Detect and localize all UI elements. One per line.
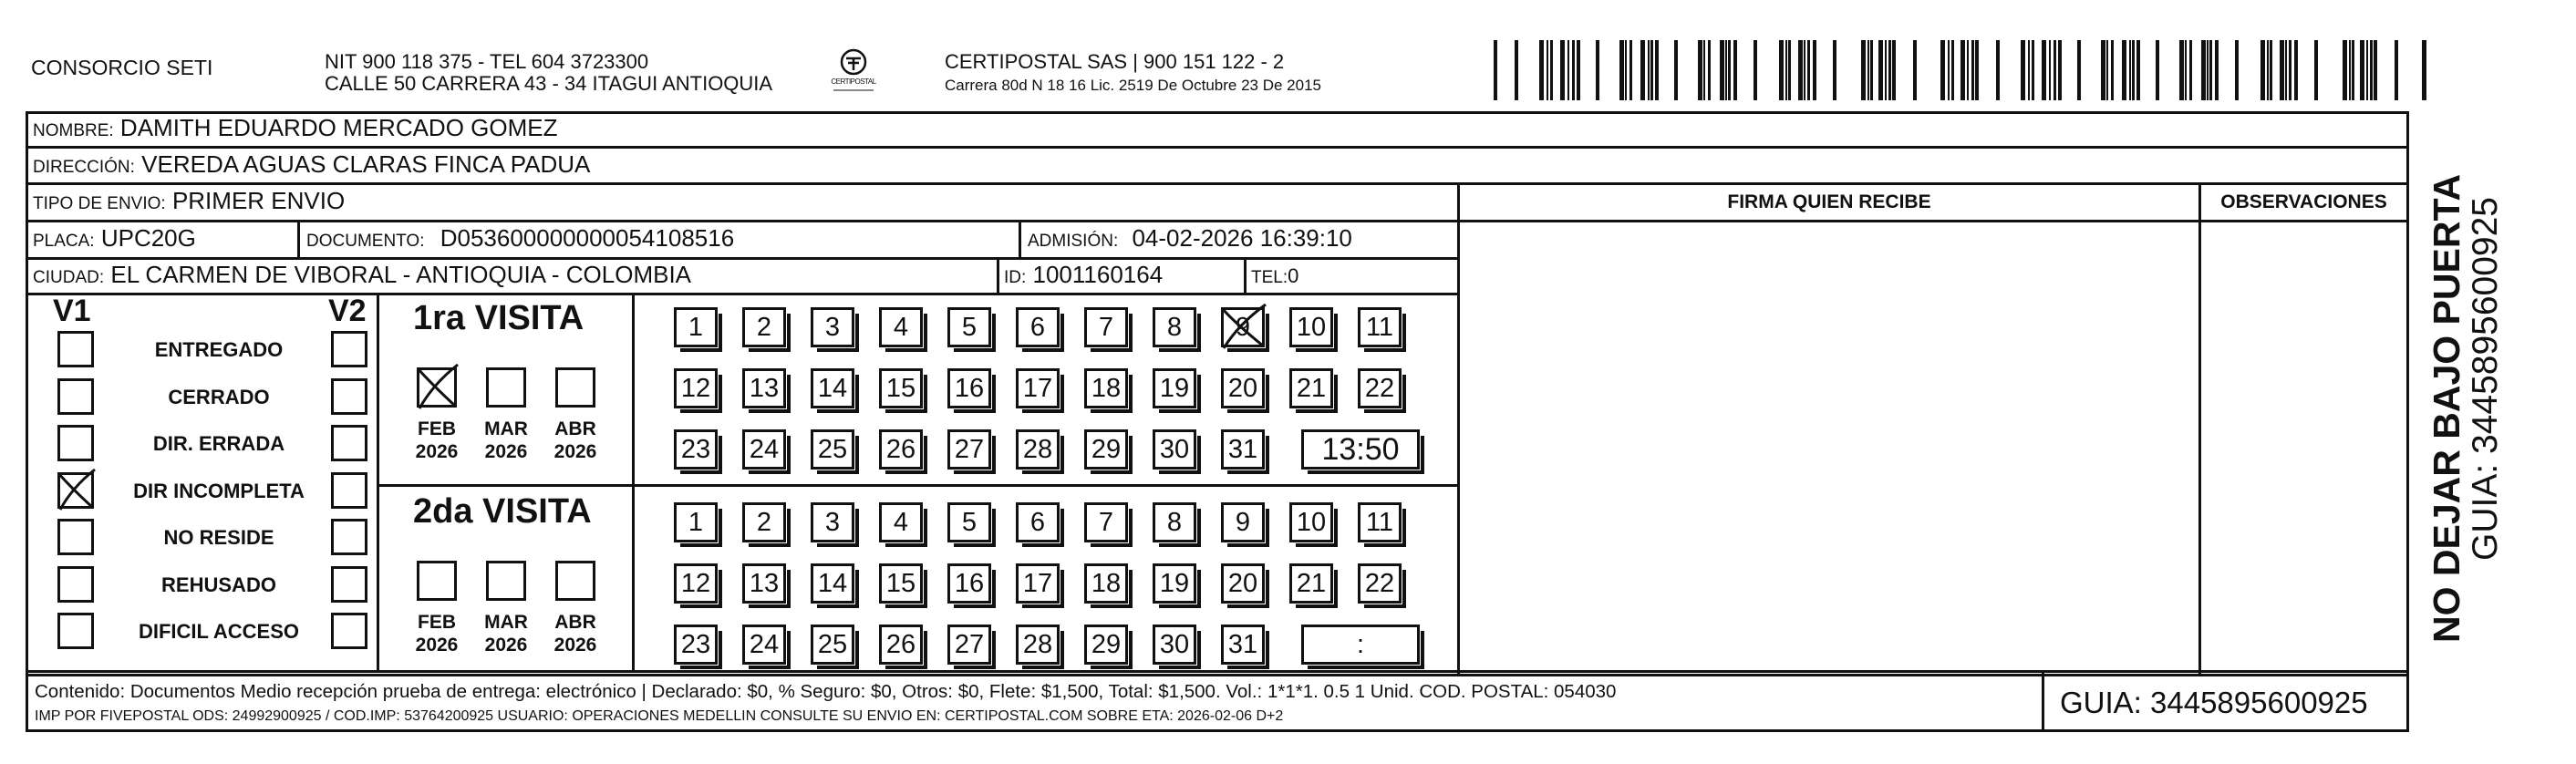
day-number: 28	[1022, 435, 1053, 464]
day-box[interactable]	[1016, 368, 1060, 408]
day-box[interactable]	[879, 307, 923, 347]
company-name: CONSORCIO SETI	[31, 56, 213, 79]
side-warning: NO DEJAR BAJO PUERTA	[2426, 173, 2467, 643]
day-box[interactable]	[1084, 563, 1128, 604]
day-number: 5	[961, 313, 978, 342]
nit-line: NIT 900 118 375 - TEL 604 3723300	[325, 50, 649, 73]
day-number: 29	[1091, 435, 1122, 464]
tipo-row	[33, 187, 345, 218]
day-number: 24	[749, 435, 780, 464]
month-checkbox[interactable]	[486, 561, 526, 601]
year-label: 2026	[415, 635, 459, 656]
day-box[interactable]	[1289, 502, 1333, 542]
v2-header: V2	[328, 294, 367, 328]
day-number: 20	[1227, 374, 1258, 403]
status-v1-checkbox[interactable]	[57, 425, 94, 461]
day-number: 22	[1364, 569, 1395, 598]
day-number: 12	[680, 569, 711, 598]
day-number: 6	[1029, 313, 1046, 342]
day-box[interactable]	[742, 625, 786, 665]
day-number: 11	[1365, 313, 1394, 342]
logo-text: CERTIPOSTAL	[831, 77, 876, 86]
footer-line-1: Contenido: Documentos Medio recepción prueba de entrega: electrónico | Declarado: $0, % Seguro: $0, Otros: $0, Flete: $1,500, Total: $1,500. Vol.: 1*1*1. 0.5 1 Unid. COD. POSTAL: 054030	[35, 681, 1617, 702]
day-box[interactable]	[947, 429, 991, 470]
status-v2-checkbox[interactable]	[331, 472, 367, 509]
status-label: ENTREGADO	[154, 338, 284, 361]
nombre-value: DAMITH EDUARDO MERCADO GOMEZ	[119, 114, 558, 141]
day-box[interactable]	[1289, 307, 1333, 347]
day-box[interactable]	[1289, 563, 1333, 604]
direccion-row	[33, 150, 590, 181]
day-box[interactable]	[811, 563, 854, 604]
day-box[interactable]	[742, 563, 786, 604]
day-box[interactable]	[1153, 502, 1196, 542]
day-number: 11	[1365, 508, 1394, 537]
day-number: 9	[1235, 313, 1251, 342]
time-box[interactable]	[1301, 429, 1420, 470]
day-number: 17	[1022, 374, 1053, 403]
status-v2-checkbox[interactable]	[331, 378, 367, 415]
day-box[interactable]	[879, 563, 923, 604]
footer-guia: GUIA: 3445895600925	[2060, 686, 2368, 719]
day-box[interactable]	[1358, 563, 1402, 604]
status-label: DIR. ERRADA	[152, 432, 285, 455]
status-v1-checkbox[interactable]	[57, 613, 94, 649]
day-box[interactable]	[947, 625, 991, 665]
day-number: 4	[893, 508, 909, 537]
day-number: 4	[893, 313, 909, 342]
day-box[interactable]	[1358, 368, 1402, 408]
month-checkbox[interactable]	[417, 367, 457, 408]
day-number: 12	[680, 374, 711, 403]
certi-sub: Carrera 80d N 18 16 Lic. 2519 De Octubre 23 De 2015	[945, 77, 1321, 94]
day-box[interactable]	[879, 368, 923, 408]
day-box[interactable]	[1153, 563, 1196, 604]
day-box[interactable]	[674, 429, 718, 470]
day-box[interactable]	[674, 625, 718, 665]
tel-value: 0	[1288, 264, 1299, 287]
day-box[interactable]	[1084, 307, 1128, 347]
time-box[interactable]	[1301, 625, 1420, 665]
day-number: 19	[1159, 569, 1190, 598]
day-box[interactable]	[1153, 625, 1196, 665]
address-line: CALLE 50 CARRERA 43 - 34 ITAGUI ANTIOQUIA	[325, 72, 773, 95]
status-label: REHUSADO	[161, 573, 276, 596]
day-number: 14	[817, 374, 848, 403]
day-number: 18	[1091, 374, 1122, 403]
status-v1-checkbox[interactable]	[57, 378, 94, 415]
day-box[interactable]	[811, 625, 854, 665]
day-number: 7	[1098, 313, 1114, 342]
id-row	[1004, 261, 1163, 292]
day-number: 6	[1029, 508, 1046, 537]
ciudad-value: EL CARMEN DE VIBORAL - ANTIOQUIA - COLOMBIA	[110, 261, 692, 288]
day-number: 9	[1235, 508, 1251, 537]
day-box[interactable]	[879, 429, 923, 470]
day-box[interactable]	[811, 429, 854, 470]
tipo-value: PRIMER ENVIO	[171, 187, 346, 214]
time-value: :	[1356, 630, 1365, 659]
day-number: 27	[954, 435, 985, 464]
handwritten-mark-icon	[55, 468, 98, 511]
day-box[interactable]	[1221, 625, 1265, 665]
placa-row	[33, 224, 196, 255]
certipostal-logo-icon	[826, 46, 881, 97]
month-checkbox[interactable]	[486, 367, 526, 408]
firma-label: FIRMA QUIEN RECIBE	[1727, 191, 1931, 212]
day-box[interactable]	[742, 429, 786, 470]
day-number: 18	[1091, 569, 1122, 598]
day-box[interactable]	[674, 502, 718, 542]
documento-value: D053600000000054108516	[440, 224, 735, 252]
month-label: FEB	[418, 418, 456, 439]
day-box[interactable]	[1084, 625, 1128, 665]
day-box[interactable]	[947, 368, 991, 408]
day-number: 31	[1227, 630, 1258, 659]
day-number: 3	[824, 508, 841, 537]
day-number: 16	[954, 569, 985, 598]
day-number: 1	[688, 313, 704, 342]
day-box[interactable]	[742, 502, 786, 542]
day-box[interactable]	[947, 307, 991, 347]
day-number: 7	[1098, 508, 1114, 537]
month-checkbox[interactable]	[555, 561, 595, 601]
day-number: 27	[954, 630, 985, 659]
status-v1-checkbox[interactable]	[57, 472, 94, 509]
status-v2-checkbox[interactable]	[331, 519, 367, 555]
id-label: ID:	[1004, 268, 1027, 287]
month-label: FEB	[418, 612, 456, 633]
day-number: 3	[824, 313, 841, 342]
day-number: 31	[1227, 435, 1258, 464]
id-value: 1001160164	[1032, 261, 1164, 288]
day-number: 21	[1296, 569, 1327, 598]
day-box[interactable]	[1153, 429, 1196, 470]
day-number: 23	[680, 630, 711, 659]
day-number: 28	[1022, 630, 1053, 659]
day-number: 24	[749, 630, 780, 659]
day-box[interactable]	[674, 563, 718, 604]
ciudad-label: CIUDAD:	[33, 268, 105, 287]
day-number: 22	[1364, 374, 1395, 403]
day-box[interactable]	[1016, 625, 1060, 665]
day-number: 25	[817, 435, 848, 464]
admision-label: ADMISIÓN:	[1028, 232, 1119, 251]
v1-header: V1	[53, 294, 91, 328]
day-number: 5	[961, 508, 978, 537]
day-number: 1	[688, 508, 704, 537]
day-box[interactable]	[1358, 502, 1402, 542]
day-number: 8	[1166, 508, 1183, 537]
day-number: 20	[1227, 569, 1258, 598]
placa-value: UPC20G	[100, 224, 196, 252]
tipo-label: TIPO DE ENVIO:	[33, 194, 166, 213]
barcode	[1494, 40, 2429, 100]
day-number: 23	[680, 435, 711, 464]
day-number: 21	[1296, 374, 1327, 403]
direccion-value: VEREDA AGUAS CLARAS FINCA PADUA	[141, 150, 591, 178]
day-number: 19	[1159, 374, 1190, 403]
year-label: 2026	[553, 441, 597, 462]
month-checkbox[interactable]	[417, 561, 457, 601]
handwritten-mark-icon	[1218, 303, 1269, 350]
nombre-label: NOMBRE:	[33, 121, 114, 140]
day-box[interactable]	[1016, 429, 1060, 470]
direccion-label: DIRECCIÓN:	[33, 158, 135, 177]
year-label: 2026	[484, 635, 528, 656]
day-box[interactable]	[879, 625, 923, 665]
day-number: 26	[885, 630, 916, 659]
day-number: 30	[1159, 630, 1190, 659]
year-label: 2026	[484, 441, 528, 462]
month-label: ABR	[554, 612, 596, 633]
status-v2-checkbox[interactable]	[331, 566, 367, 603]
year-label: 2026	[415, 441, 459, 462]
day-box[interactable]	[1221, 563, 1265, 604]
day-number: 8	[1166, 313, 1183, 342]
day-number: 2	[756, 508, 772, 537]
day-box[interactable]	[1084, 502, 1128, 542]
day-box[interactable]	[1221, 429, 1265, 470]
day-box[interactable]	[811, 307, 854, 347]
status-v2-checkbox[interactable]	[331, 425, 367, 461]
placa-label: PLACA:	[33, 232, 95, 251]
day-number: 15	[885, 374, 916, 403]
day-box[interactable]	[1221, 502, 1265, 542]
status-v1-checkbox[interactable]	[57, 331, 94, 367]
day-number: 30	[1159, 435, 1190, 464]
day-box[interactable]	[1084, 429, 1128, 470]
admision-value: 04-02-2026 16:39:10	[1132, 224, 1352, 252]
day-box[interactable]	[1016, 307, 1060, 347]
day-number: 10	[1296, 508, 1327, 537]
day-box[interactable]	[674, 368, 718, 408]
day-box[interactable]	[674, 307, 718, 347]
day-number: 15	[885, 569, 916, 598]
status-label: DIR INCOMPLETA	[133, 479, 305, 502]
day-number: 25	[817, 630, 848, 659]
first-visit-title: 1ra VISITA	[413, 299, 585, 337]
documento-label: DOCUMENTO:	[306, 232, 425, 251]
day-box[interactable]	[879, 502, 923, 542]
day-box[interactable]	[1358, 307, 1402, 347]
month-label: MAR	[484, 418, 528, 439]
day-box[interactable]	[811, 368, 854, 408]
day-number: 17	[1022, 569, 1053, 598]
day-number: 16	[954, 374, 985, 403]
tel-label: TEL:	[1251, 268, 1288, 287]
day-number: 14	[817, 569, 848, 598]
month-checkbox[interactable]	[555, 367, 595, 408]
day-number: 2	[756, 313, 772, 342]
ciudad-row	[33, 261, 691, 292]
second-visit-title: 2da VISITA	[413, 492, 592, 531]
day-box[interactable]	[1153, 307, 1196, 347]
status-v2-checkbox[interactable]	[331, 331, 367, 367]
day-box[interactable]	[742, 368, 786, 408]
day-number: 26	[885, 435, 916, 464]
day-box[interactable]	[811, 502, 854, 542]
year-label: 2026	[553, 635, 597, 656]
nombre-row	[33, 114, 558, 145]
day-box[interactable]	[1221, 307, 1265, 347]
tel-row	[1251, 263, 1298, 292]
day-box[interactable]	[1016, 502, 1060, 542]
day-box[interactable]	[1289, 368, 1333, 408]
day-box[interactable]	[742, 307, 786, 347]
status-v2-checkbox[interactable]	[331, 613, 367, 649]
status-label: CERRADO	[168, 385, 270, 408]
day-number: 13	[749, 374, 780, 403]
observaciones-label: OBSERVACIONES	[2220, 191, 2387, 212]
status-v1-checkbox[interactable]	[57, 519, 94, 555]
status-v1-checkbox[interactable]	[57, 566, 94, 603]
footer-line-2: IMP POR FIVEPOSTAL ODS: 24992900925 / COD.IMP: 53764200925 USUARIO: OPERACIONES MEDELLIN CONSULTE SU ENVIO EN: CERTIPOSTAL.COM SOBRE ETA: 2026-02-06 D+2	[35, 708, 1284, 724]
day-number: 10	[1296, 313, 1327, 342]
month-label: ABR	[554, 418, 596, 439]
status-label: DIFICIL ACCESO	[138, 620, 299, 643]
certi-line: CERTIPOSTAL SAS | 900 151 122 - 2	[945, 50, 1285, 73]
day-box[interactable]	[947, 502, 991, 542]
status-label: NO RESIDE	[163, 526, 274, 549]
day-number: 13	[749, 569, 780, 598]
admision-row	[1028, 224, 1352, 255]
handwritten-mark-icon	[414, 363, 461, 410]
day-box[interactable]	[947, 563, 991, 604]
day-box[interactable]	[1153, 368, 1196, 408]
month-label: MAR	[484, 612, 528, 633]
side-guia: GUIA: 3445895600925	[2466, 197, 2505, 561]
time-value: 13:50	[1321, 432, 1400, 467]
day-box[interactable]	[1016, 563, 1060, 604]
documento-row	[306, 224, 734, 255]
day-box[interactable]	[1084, 368, 1128, 408]
day-number: 29	[1091, 630, 1122, 659]
day-box[interactable]	[1221, 368, 1265, 408]
